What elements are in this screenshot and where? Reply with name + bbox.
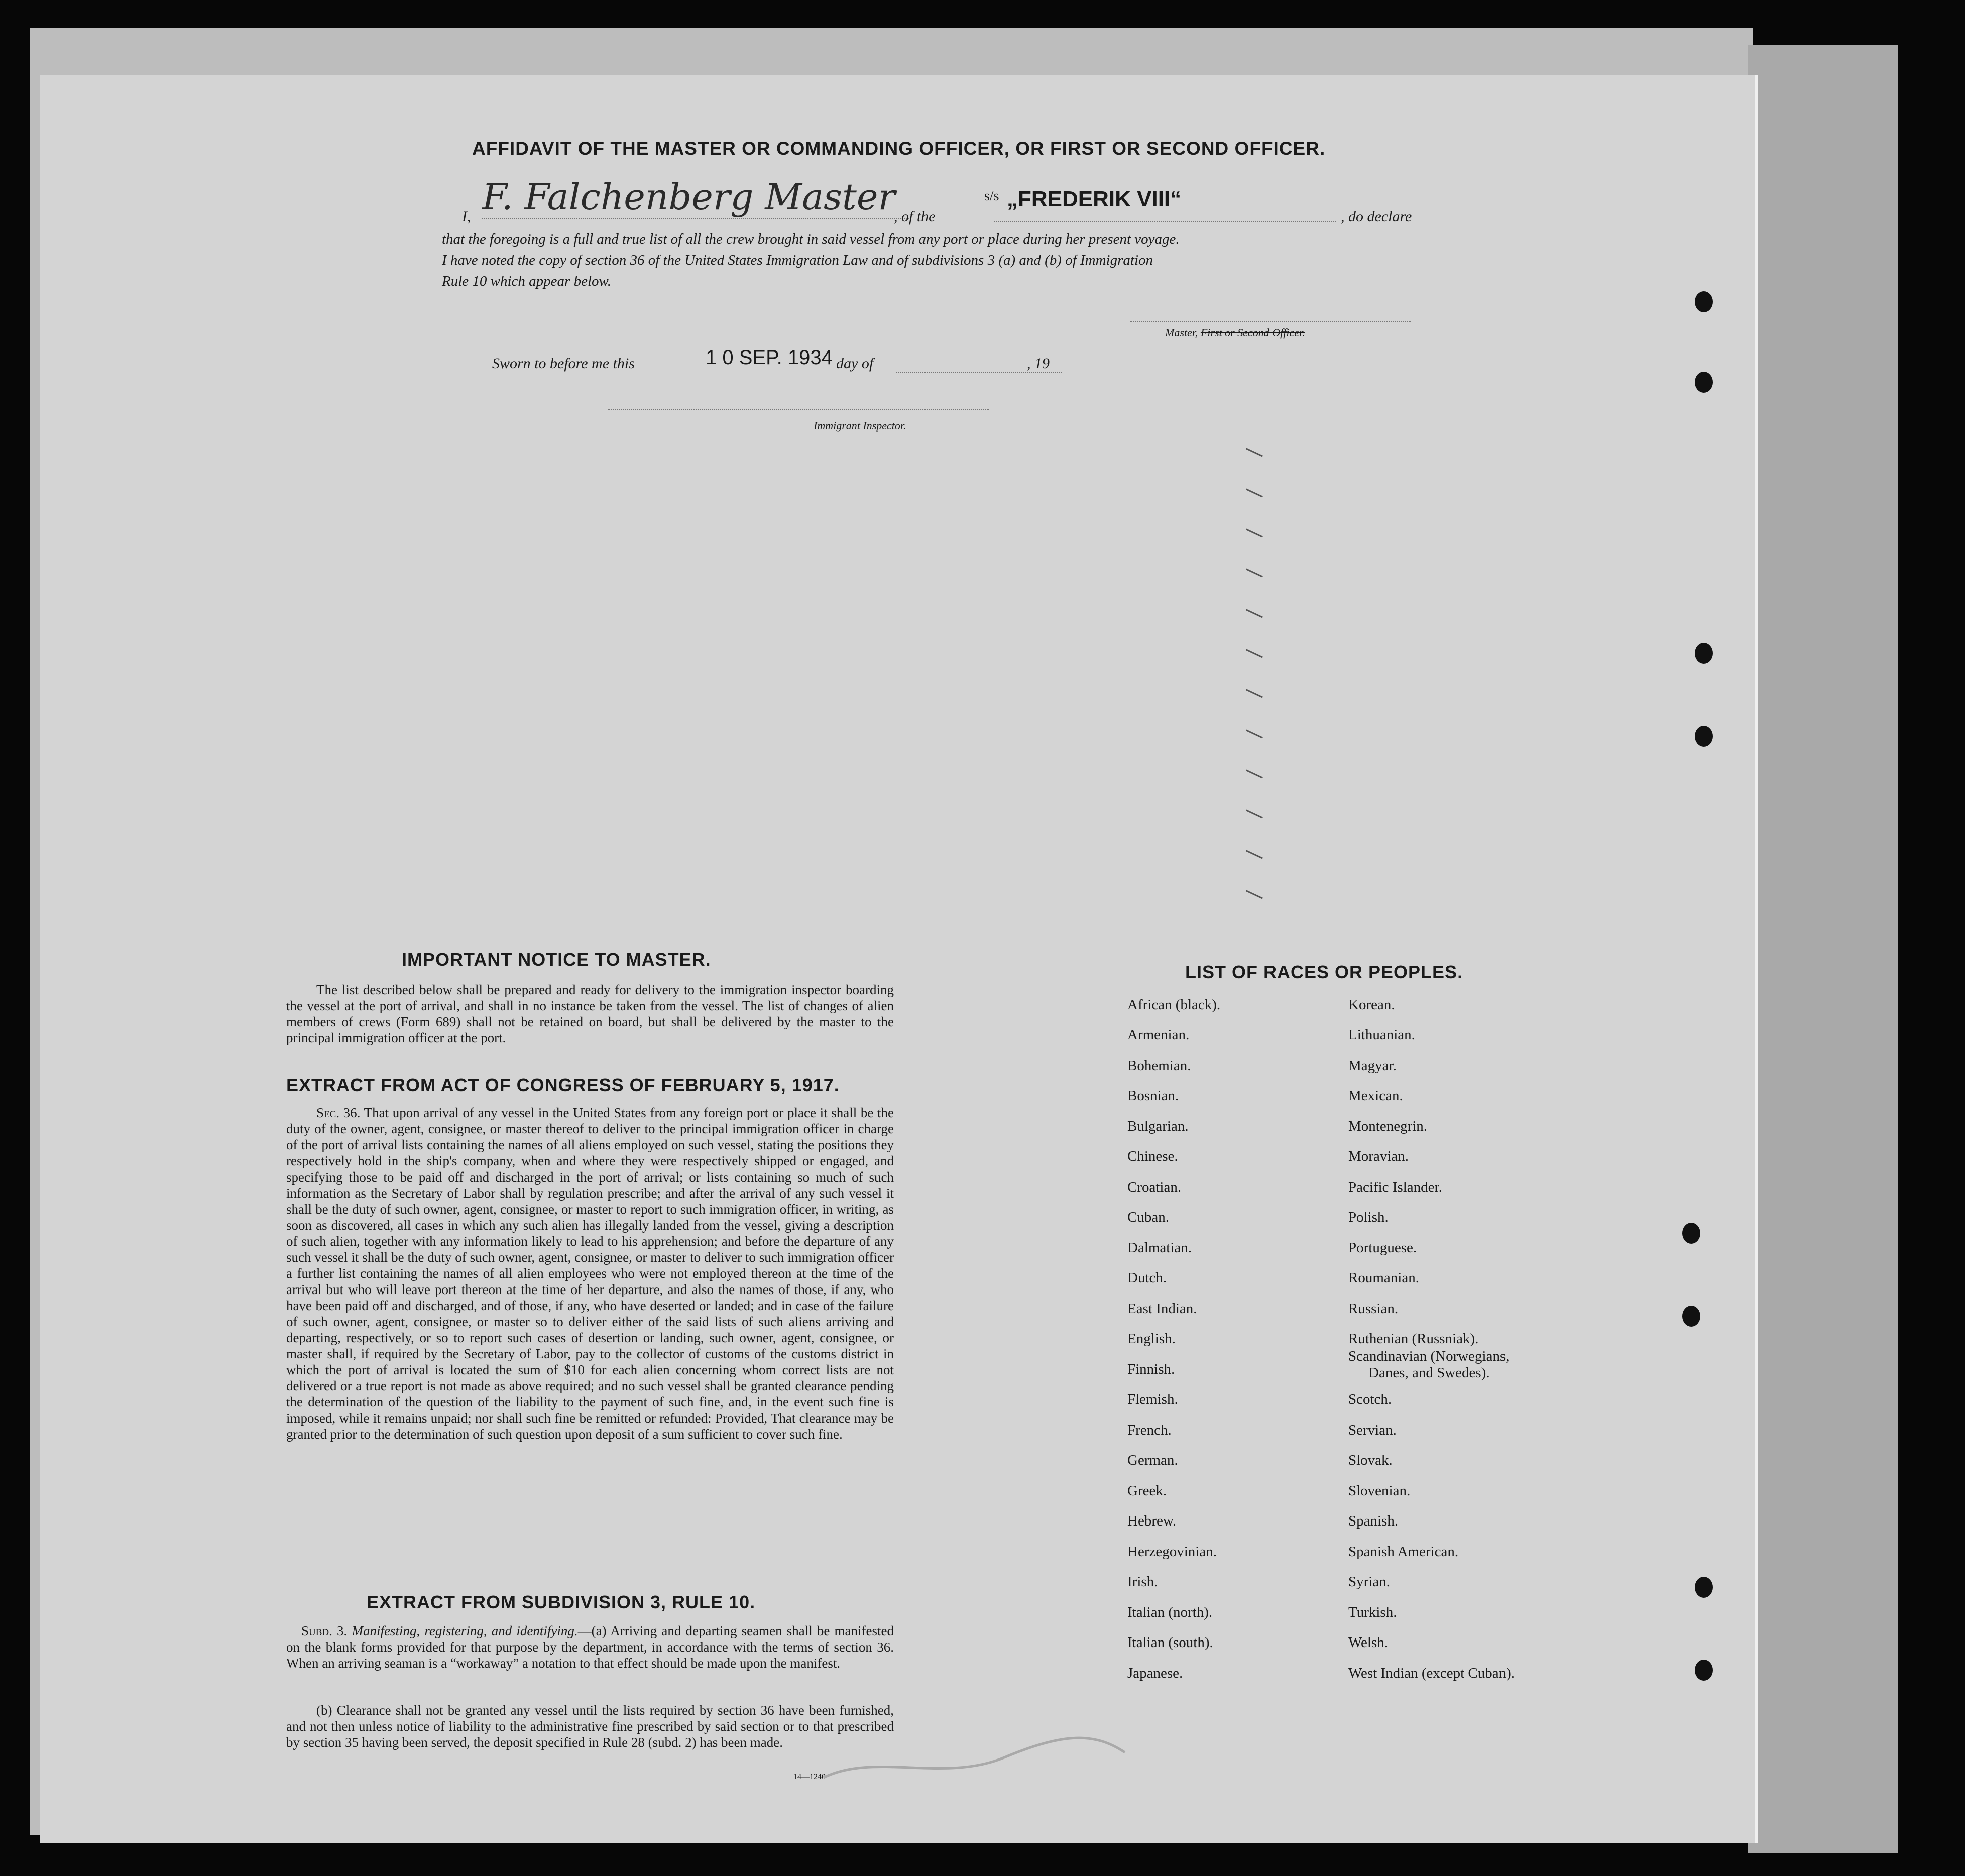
race-item: Dutch. (1127, 1270, 1167, 1286)
race-item: Lithuanian. (1348, 1027, 1415, 1043)
race-item: Slovenian. (1348, 1483, 1411, 1499)
ledger-tick-mark (1246, 489, 1263, 498)
ledger-tick-mark (1246, 689, 1263, 698)
races-left-column (1127, 997, 1353, 1770)
race-item: Greek. (1127, 1483, 1167, 1499)
race-item: English. (1127, 1331, 1176, 1347)
race-item: Bulgarian. (1127, 1118, 1189, 1134)
inspector-label: Immigrant Inspector. (814, 419, 906, 432)
vessel-prefix: s/s (984, 188, 999, 204)
race-item: Syrian. (1348, 1574, 1390, 1590)
races-title: LIST OF RACES OR PEOPLES. (1185, 962, 1463, 982)
race-item: Italian (south). (1127, 1634, 1213, 1651)
race-item: Scotch. (1348, 1391, 1392, 1408)
race-item: Croatian. (1127, 1179, 1182, 1195)
rule-subd-b: (b) Clearance shall not be granted any vessel until the lists required by section 36 have been furnished, and not then unless notice of liability to the administrative fine prescribed by said section or to that prescribed by section 35 having been served, the deposit specified in Rule 28 (subd. 2) has been made. (286, 1703, 894, 1750)
race-item: East Indian. (1127, 1301, 1197, 1317)
vessel-underline (994, 221, 1336, 222)
race-item: Finnish. (1127, 1361, 1175, 1377)
master-signature-line (1130, 321, 1411, 322)
extract-act-body (286, 1105, 894, 1442)
race-item: Spanish. (1348, 1513, 1399, 1529)
affidavit-line2: that the foregoing is a full and true list of all the crew brought in said vessel from any port or place during her present voyage. (442, 231, 1180, 247)
ledger-tick-mark (1246, 850, 1263, 859)
race-item: Cuban. (1127, 1209, 1169, 1225)
extract-act-title: EXTRACT FROM ACT OF CONGRESS OF FEBRUARY 5, 1917. (286, 1075, 840, 1095)
master-label (1165, 326, 1305, 339)
race-item: African (black). (1127, 997, 1221, 1013)
race-item: Montenegrin. (1348, 1118, 1428, 1134)
sec-36-label: Sec. 36. (316, 1105, 361, 1120)
race-item: Bosnian. (1127, 1088, 1179, 1104)
affidavit-line1-prefix: I, (462, 208, 471, 225)
race-item: Irish. (1127, 1574, 1158, 1590)
binding-hole (1682, 1223, 1700, 1244)
ledger-tick-mark (1246, 448, 1263, 457)
struck-officer-label: First or Second Officer. (1200, 326, 1305, 339)
race-item: Hebrew. (1127, 1513, 1177, 1529)
master-title: Master, (1165, 326, 1198, 339)
races-right-column (1348, 997, 1650, 1770)
race-item: Servian. (1348, 1422, 1397, 1438)
race-item: Turkish. (1348, 1604, 1397, 1620)
race-item: Korean. (1348, 997, 1395, 1013)
master-signature: F. Falchenberg Master (482, 176, 909, 219)
ledger-tick-mark (1246, 569, 1263, 578)
race-item: Moravian. (1348, 1148, 1409, 1164)
form-number: 14—1240 (793, 1773, 826, 1781)
extract-rule-title: EXTRACT FROM SUBDIVISION 3, RULE 10. (367, 1592, 756, 1612)
race-item: Danes, and Swedes). (1368, 1365, 1490, 1381)
race-item: Slovak. (1348, 1452, 1393, 1468)
sworn-day-label: day of (836, 355, 874, 372)
sworn-date-stamp: 1 0 SEP. 1934 (706, 346, 833, 369)
race-item: Mexican. (1348, 1088, 1403, 1104)
race-item: Polish. (1348, 1209, 1389, 1225)
race-item: Chinese. (1127, 1148, 1178, 1164)
subd-label: Subd. 3. (301, 1623, 348, 1638)
affidavit-line3: I have noted the copy of section 36 of the United States Immigration Law and of subdivisions 3 (a) and (b) of Immigration (442, 252, 1153, 268)
document-page (40, 75, 1758, 1843)
race-item: Portuguese. (1348, 1240, 1417, 1256)
ledger-tick-mark (1246, 770, 1263, 779)
race-item: Italian (north). (1127, 1604, 1213, 1620)
subd-heading: Manifesting, registering, and identifying. (352, 1623, 578, 1638)
ledger-tick-mark (1246, 529, 1263, 538)
race-item: Herzegovinian. (1127, 1544, 1217, 1560)
binding-hole (1695, 1660, 1713, 1681)
ledger-tick-mark (1246, 810, 1263, 819)
race-item: Armenian. (1127, 1027, 1190, 1043)
notice-title: IMPORTANT NOTICE TO MASTER. (402, 949, 711, 970)
race-item: West Indian (except Cuban). (1348, 1665, 1515, 1681)
ledger-tick-mark (1246, 730, 1263, 739)
binding-hole (1695, 372, 1713, 393)
binding-hole (1695, 726, 1713, 747)
rule-subd-a (286, 1623, 894, 1671)
vessel-name: „FREDERIK VIII“ (1007, 187, 1182, 211)
sworn-prefix: Sworn to before me this (492, 355, 635, 372)
binding-hole (1695, 643, 1713, 664)
affidavit-line1-suffix: , do declare (1341, 208, 1412, 225)
race-item: Bohemian. (1127, 1058, 1191, 1074)
subd-para-a: —(a) Arriving and departing seamen shall be manifested on the blank forms provided for that purpose by the department, in accordance with the terms of section 36. When an arriving seaman is a “workaway” a notation to that effect should be made upon the manifest. (286, 1623, 894, 1671)
binding-hole (1682, 1306, 1700, 1327)
race-item: Scandinavian (Norwegians, (1348, 1348, 1510, 1364)
race-item: German. (1127, 1452, 1178, 1468)
race-item: Ruthenian (Russniak). (1348, 1331, 1479, 1347)
ledger-tick-mark (1246, 649, 1263, 658)
underlying-page-edge (1748, 45, 1898, 1853)
race-item: Dalmatian. (1127, 1240, 1192, 1256)
race-item: Spanish American. (1348, 1544, 1459, 1560)
binding-hole (1695, 291, 1713, 312)
sworn-year-label: , 19 (1027, 355, 1050, 372)
notice-text: The list described below shall be prepared and ready for delivery to the immigration inspector boarding the vessel at the port of arrival, and shall in no instance be taken from the vessel. The list of changes of alien members of crews (Form 689) shall not be retained on board, but shall be delivered by the master to the principal immigration officer at the port. (286, 982, 894, 1045)
race-item: Magyar. (1348, 1058, 1397, 1074)
race-item: Flemish. (1127, 1391, 1178, 1408)
binding-hole (1695, 1577, 1713, 1598)
affidavit-title: AFFIDAVIT OF THE MASTER OR COMMANDING OFFICER, OR FIRST OR SECOND OFFICER. (472, 138, 1326, 159)
inspector-signature-line (608, 409, 989, 410)
race-item: Pacific Islander. (1348, 1179, 1442, 1195)
affidavit-line4: Rule 10 which appear below. (442, 273, 611, 289)
race-item: French. (1127, 1422, 1172, 1438)
ledger-tick-mark (1246, 609, 1263, 618)
faint-scribble (814, 1722, 1135, 1788)
race-item: Roumanian. (1348, 1270, 1419, 1286)
affidavit-line1-mid: , of the (894, 208, 936, 225)
sec-36-text: That upon arrival of any vessel in the United States from any foreign port or place it shall be the duty of the owner, agent, consignee, or master thereof to deliver to the principal immigration officer in charge of the port of arrival lists containing the names of all aliens employed on such vessel, stating the positions they respectively hold in the ship's company, when and where they were respectively shipped or engaged, and specifying those to be paid off and discharged in the port of arrival; or lists containing so much of such information as the Secretary of Labor shall by regulation prescribe; and after the arrival of any such vessel it shall be the duty of such owner, agent, consignee, or master to report to such immigration officer, in writing, as soon as discovered, all cases in which any such alien has illegally landed from the vessel, giving a description of such alien, together with any information likely to lead to his apprehension; and before the departure of any such vessel it shall be the duty of such owner, agent, consignee, or master to deliver to such immigration officer a further list containing the names of all alien employees who were not employed thereon at the time of the arrival but who will leave port thereon at the time of her departure, and also the names of those, if any, who have been paid off and discharged, and of those, if any, who have deserted or landed; and in case of the failure of such owner, agent, consignee, or master so to deliver either of the said lists of such aliens arriving and departing, respectively, or so to report such cases of desertion or landing, such owner, agent, consignee, or master shall, if required by the Secretary of Labor, pay to the collector of customs of the customs district in which the port of arrival is located the sum of $10 for each alien concerning whom correct lists are not delivered or a true report is not made as above required; and no such vessel shall be granted clearance pending the determination of the question of the liability to the payment of such fine, and, in the event such fine is imposed, while it remains unpaid; nor shall such fine be remitted or refunded: Provided, That clearance may be granted prior to the determination of such question upon deposit of a sum sufficient to cover such fine. (286, 1105, 894, 1442)
race-item: Welsh. (1348, 1634, 1389, 1651)
ledger-tick-mark (1246, 890, 1263, 899)
race-item: Russian. (1348, 1301, 1399, 1317)
race-item: Japanese. (1127, 1665, 1183, 1681)
